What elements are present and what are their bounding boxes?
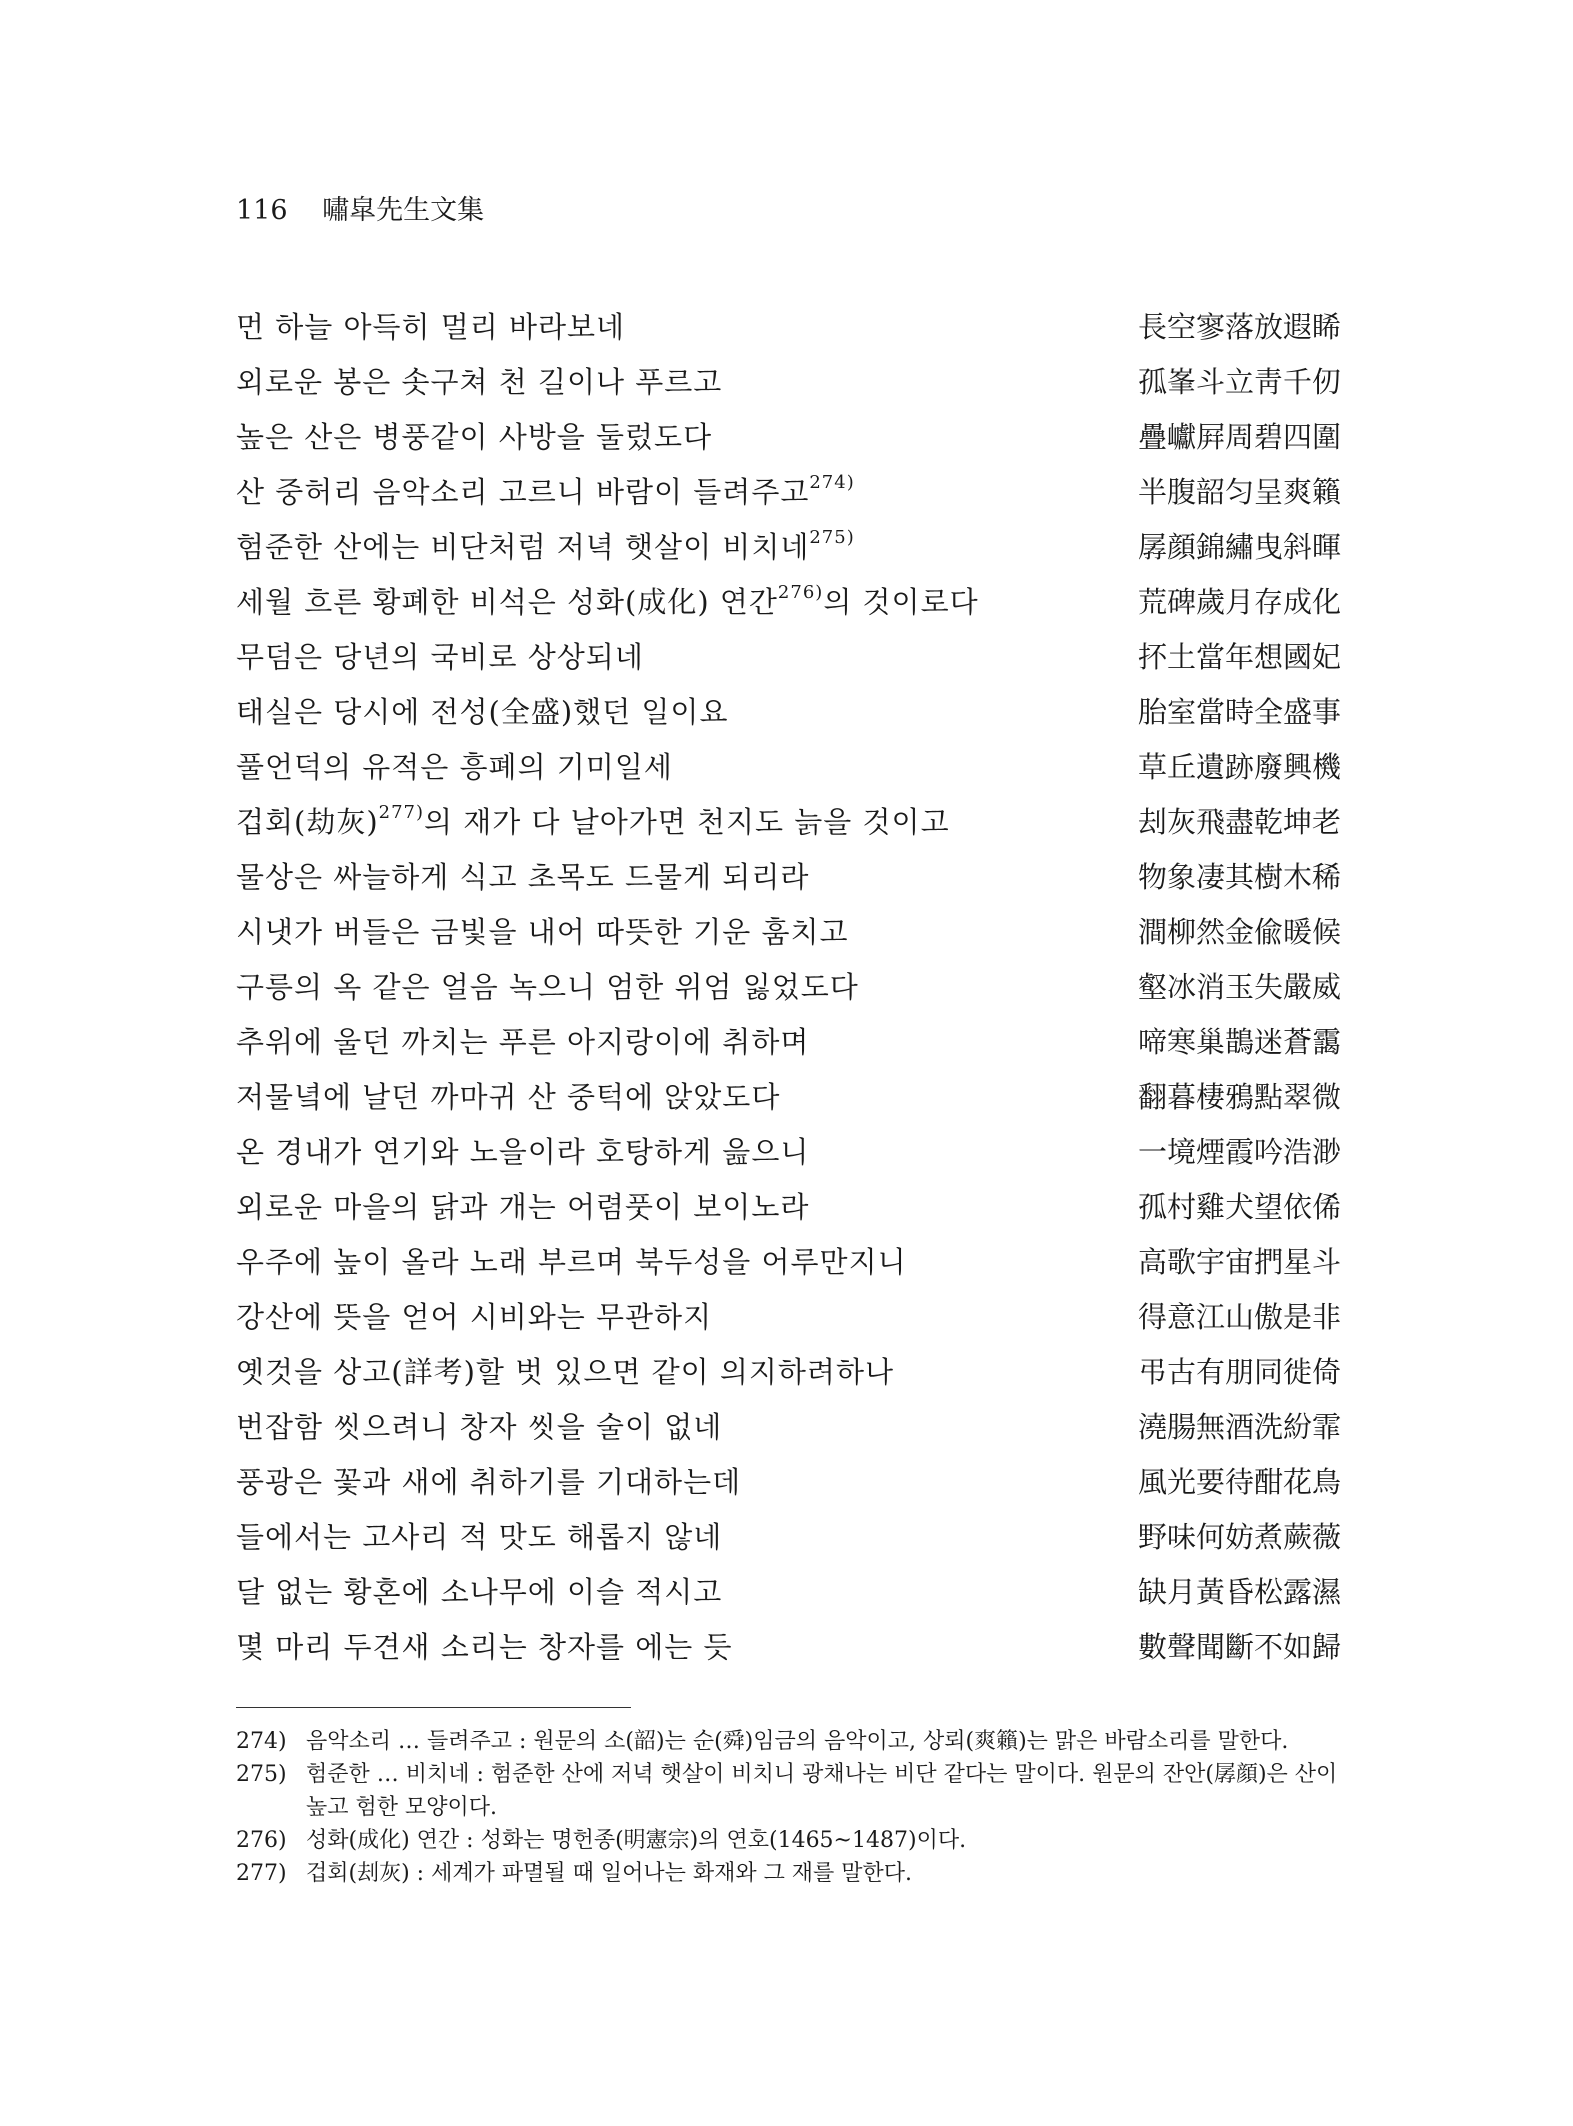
korean-translation — [236, 1235, 907, 1290]
book-title: 嘯皐先生文集 — [322, 195, 485, 226]
poem-line — [236, 410, 1341, 465]
footnote — [236, 1824, 1346, 1857]
poem-line — [236, 1125, 1341, 1180]
korean-translation — [236, 795, 950, 850]
korean-translation — [236, 300, 625, 355]
footnote-text: 겁회(刦灰) : 세계가 파멸될 때 일어나는 화재와 그 재를 말한다. — [306, 1861, 913, 1886]
footnotes — [236, 1725, 1346, 1890]
korean-translation — [236, 520, 855, 575]
hanja-original: 荒碑歲月存成化 — [1137, 585, 1341, 619]
translation-text: 물상은 싸늘하게 식고 초목도 드물게 되리라 — [236, 860, 810, 894]
hanja-original: 抔土當年想國妃 — [1137, 640, 1341, 674]
korean-translation — [236, 740, 673, 795]
translation-text: 강산에 뜻을 얻어 시비와는 무관하지 — [236, 1300, 713, 1334]
footnote-number: 275) — [236, 1762, 287, 1787]
korean-translation — [236, 1345, 894, 1400]
poem-line — [236, 1400, 1341, 1455]
poem-line — [236, 850, 1341, 905]
korean-translation — [236, 960, 859, 1015]
hanja-original: 高歌宇宙捫星斗 — [1137, 1245, 1341, 1279]
translation-text: 산 중허리 음악소리 고르니 바람이 들려주고 — [236, 475, 810, 509]
hanja-original: 孤峯斗立靑千仞 — [1137, 365, 1341, 399]
translation-text: 의 재가 다 날아가면 천지도 늙을 것이고 — [424, 805, 950, 839]
hanja-original: 孤村雞犬望依俙 — [1137, 1190, 1341, 1224]
translation-text: 시냇가 버들은 금빛을 내어 따뜻한 기운 훔치고 — [236, 915, 849, 949]
poem-line — [236, 1180, 1341, 1235]
hanja-original: 壑冰消玉失嚴威 — [1137, 970, 1341, 1004]
poem-line — [236, 1620, 1341, 1675]
hanja-original: 風光要待酣花鳥 — [1137, 1465, 1341, 1499]
poem-line — [236, 355, 1341, 410]
hanja-original: 數聲聞斷不如歸 — [1137, 1630, 1341, 1664]
korean-translation — [236, 905, 849, 960]
footnote-ref[interactable]: 277) — [378, 802, 425, 823]
translation-text: 높은 산은 병풍같이 사방을 둘렀도다 — [236, 420, 713, 454]
korean-translation — [236, 1510, 722, 1565]
poem-line — [236, 1455, 1341, 1510]
hanja-original: 弔古有朋同徙倚 — [1137, 1355, 1341, 1389]
footnote — [236, 1758, 1346, 1824]
translation-text: 겁회(劫灰) — [236, 805, 379, 839]
footnote-number: 276) — [236, 1828, 287, 1853]
korean-translation — [236, 1180, 809, 1235]
poem-line — [236, 1015, 1341, 1070]
korean-translation — [236, 685, 728, 740]
hanja-original: 物象凄其樹木稀 — [1137, 860, 1341, 894]
poem-line — [236, 1290, 1341, 1345]
translation-text: 저물녘에 날던 까마귀 산 중턱에 앉았도다 — [236, 1080, 781, 1114]
poem-line — [236, 1565, 1341, 1620]
footnote-ref[interactable]: 274) — [809, 472, 855, 493]
poem-line — [236, 795, 1341, 850]
korean-translation — [236, 1125, 809, 1180]
hanja-original: 草丘遺跡廢興機 — [1137, 750, 1341, 784]
poem-line — [236, 1070, 1341, 1125]
korean-translation — [236, 1015, 809, 1070]
translation-text: 무덤은 당년의 국비로 상상되네 — [236, 640, 644, 674]
hanja-original: 澆腸無酒洗紛霏 — [1137, 1410, 1341, 1444]
translation-text: 외로운 마을의 닭과 개는 어렴풋이 보이노라 — [236, 1190, 810, 1224]
translation-text: 태실은 당시에 전성(全盛)했던 일이요 — [236, 695, 729, 729]
translation-text: 외로운 봉은 솟구쳐 천 길이나 푸르고 — [236, 365, 723, 399]
footnote-text: 음악소리 … 들려주고 : 원문의 소(韶)는 순(舜)임금의 음악이고, 상뢰(爽籟)는 맑은 바람소리를 말한다. — [306, 1729, 1289, 1754]
footnote — [236, 1857, 1346, 1890]
hanja-original: 疊巘屛周碧四圍 — [1137, 420, 1341, 454]
poem-line — [236, 520, 1341, 575]
footnote-text: 성화(成化) 연간 : 성화는 명헌종(明憲宗)의 연호(1465~1487)이다. — [306, 1828, 967, 1853]
poem-body — [236, 300, 1341, 1675]
hanja-original: 翻暮棲鴉點翠微 — [1137, 1080, 1341, 1114]
korean-translation — [236, 630, 644, 685]
korean-translation — [236, 410, 712, 465]
translation-text: 먼 하늘 아득히 멀리 바라보네 — [236, 310, 626, 344]
poem-line — [236, 1510, 1341, 1565]
translation-text: 달 없는 황혼에 소나무에 이슬 적시고 — [236, 1575, 723, 1609]
translation-text: 온 경내가 연기와 노을이라 호탕하게 읊으니 — [236, 1135, 810, 1169]
korean-translation — [236, 1400, 722, 1455]
footnote-text: 험준한 … 비치네 : 험준한 산에 저녁 햇살이 비치니 광채나는 비단 같다는 말이다. 원문의 잔안(孱顔)은 산이 높고 험한 모양이다. — [306, 1762, 1338, 1820]
translation-text: 의 것이로다 — [823, 585, 979, 619]
poem-line — [236, 465, 1341, 520]
translation-text: 들에서는 고사리 적 맛도 해롭지 않네 — [236, 1520, 723, 1554]
footnote — [236, 1725, 1346, 1758]
hanja-original: 胎室當時全盛事 — [1137, 695, 1341, 729]
poem-line — [236, 905, 1341, 960]
korean-translation — [236, 1290, 712, 1345]
footnote-number: 274) — [236, 1729, 287, 1754]
footnote-ref[interactable]: 275) — [809, 527, 855, 548]
translation-text: 몇 마리 두견새 소리는 창자를 에는 듯 — [236, 1630, 733, 1664]
translation-text: 우주에 높이 올라 노래 부르며 북두성을 어루만지니 — [236, 1245, 907, 1279]
running-header — [236, 188, 484, 227]
translation-text: 풍광은 꽃과 새에 취하기를 기대하는데 — [236, 1465, 742, 1499]
poem-line — [236, 575, 1341, 630]
poem-line — [236, 960, 1341, 1015]
poem-line — [236, 1235, 1341, 1290]
korean-translation — [236, 1565, 722, 1620]
hanja-original: 野味何妨煮蕨薇 — [1137, 1520, 1341, 1554]
footnote-divider — [236, 1707, 631, 1708]
korean-translation — [236, 850, 809, 905]
hanja-original: 長空寥落放遐睎 — [1137, 310, 1341, 344]
korean-translation — [236, 575, 979, 630]
translation-text: 추위에 울던 까치는 푸른 아지랑이에 취하며 — [236, 1025, 810, 1059]
korean-translation — [236, 1620, 733, 1675]
footnote-number: 277) — [236, 1861, 287, 1886]
poem-line — [236, 685, 1341, 740]
hanja-original: 半腹韶匀呈爽籟 — [1137, 475, 1341, 509]
korean-translation — [236, 355, 722, 410]
hanja-original: 缺月黃昏松露濕 — [1137, 1575, 1341, 1609]
translation-text: 옛것을 상고(詳考)할 벗 있으면 같이 의지하려하나 — [236, 1355, 894, 1389]
translation-text: 세월 흐른 황폐한 비석은 성화(成化) 연간 — [236, 585, 778, 619]
translation-text: 구릉의 옥 같은 얼음 녹으니 엄한 위엄 잃었도다 — [236, 970, 859, 1004]
hanja-original: 一境煙霞吟浩渺 — [1137, 1135, 1341, 1169]
hanja-original: 澗柳然金偸暖候 — [1137, 915, 1341, 949]
hanja-original: 得意江山傲是非 — [1137, 1300, 1341, 1334]
hanja-original: 孱顔錦繡曳斜暉 — [1137, 530, 1341, 564]
hanja-original: 啼寒巢鵲迷蒼靄 — [1137, 1025, 1341, 1059]
poem-line — [236, 630, 1341, 685]
poem-line — [236, 740, 1341, 795]
hanja-original: 刦灰飛盡乾坤老 — [1137, 805, 1341, 839]
poem-line — [236, 300, 1341, 355]
korean-translation — [236, 465, 855, 520]
translation-text: 번잡함 씻으려니 창자 씻을 술이 없네 — [236, 1410, 723, 1444]
page-number: 116 — [236, 195, 288, 226]
poem-line — [236, 1345, 1341, 1400]
translation-text: 풀언덕의 유적은 흥폐의 기미일세 — [236, 750, 673, 784]
korean-translation — [236, 1455, 741, 1510]
translation-text: 험준한 산에는 비단처럼 저녁 햇살이 비치네 — [236, 530, 810, 564]
korean-translation — [236, 1070, 780, 1125]
footnote-ref[interactable]: 276) — [777, 582, 824, 603]
